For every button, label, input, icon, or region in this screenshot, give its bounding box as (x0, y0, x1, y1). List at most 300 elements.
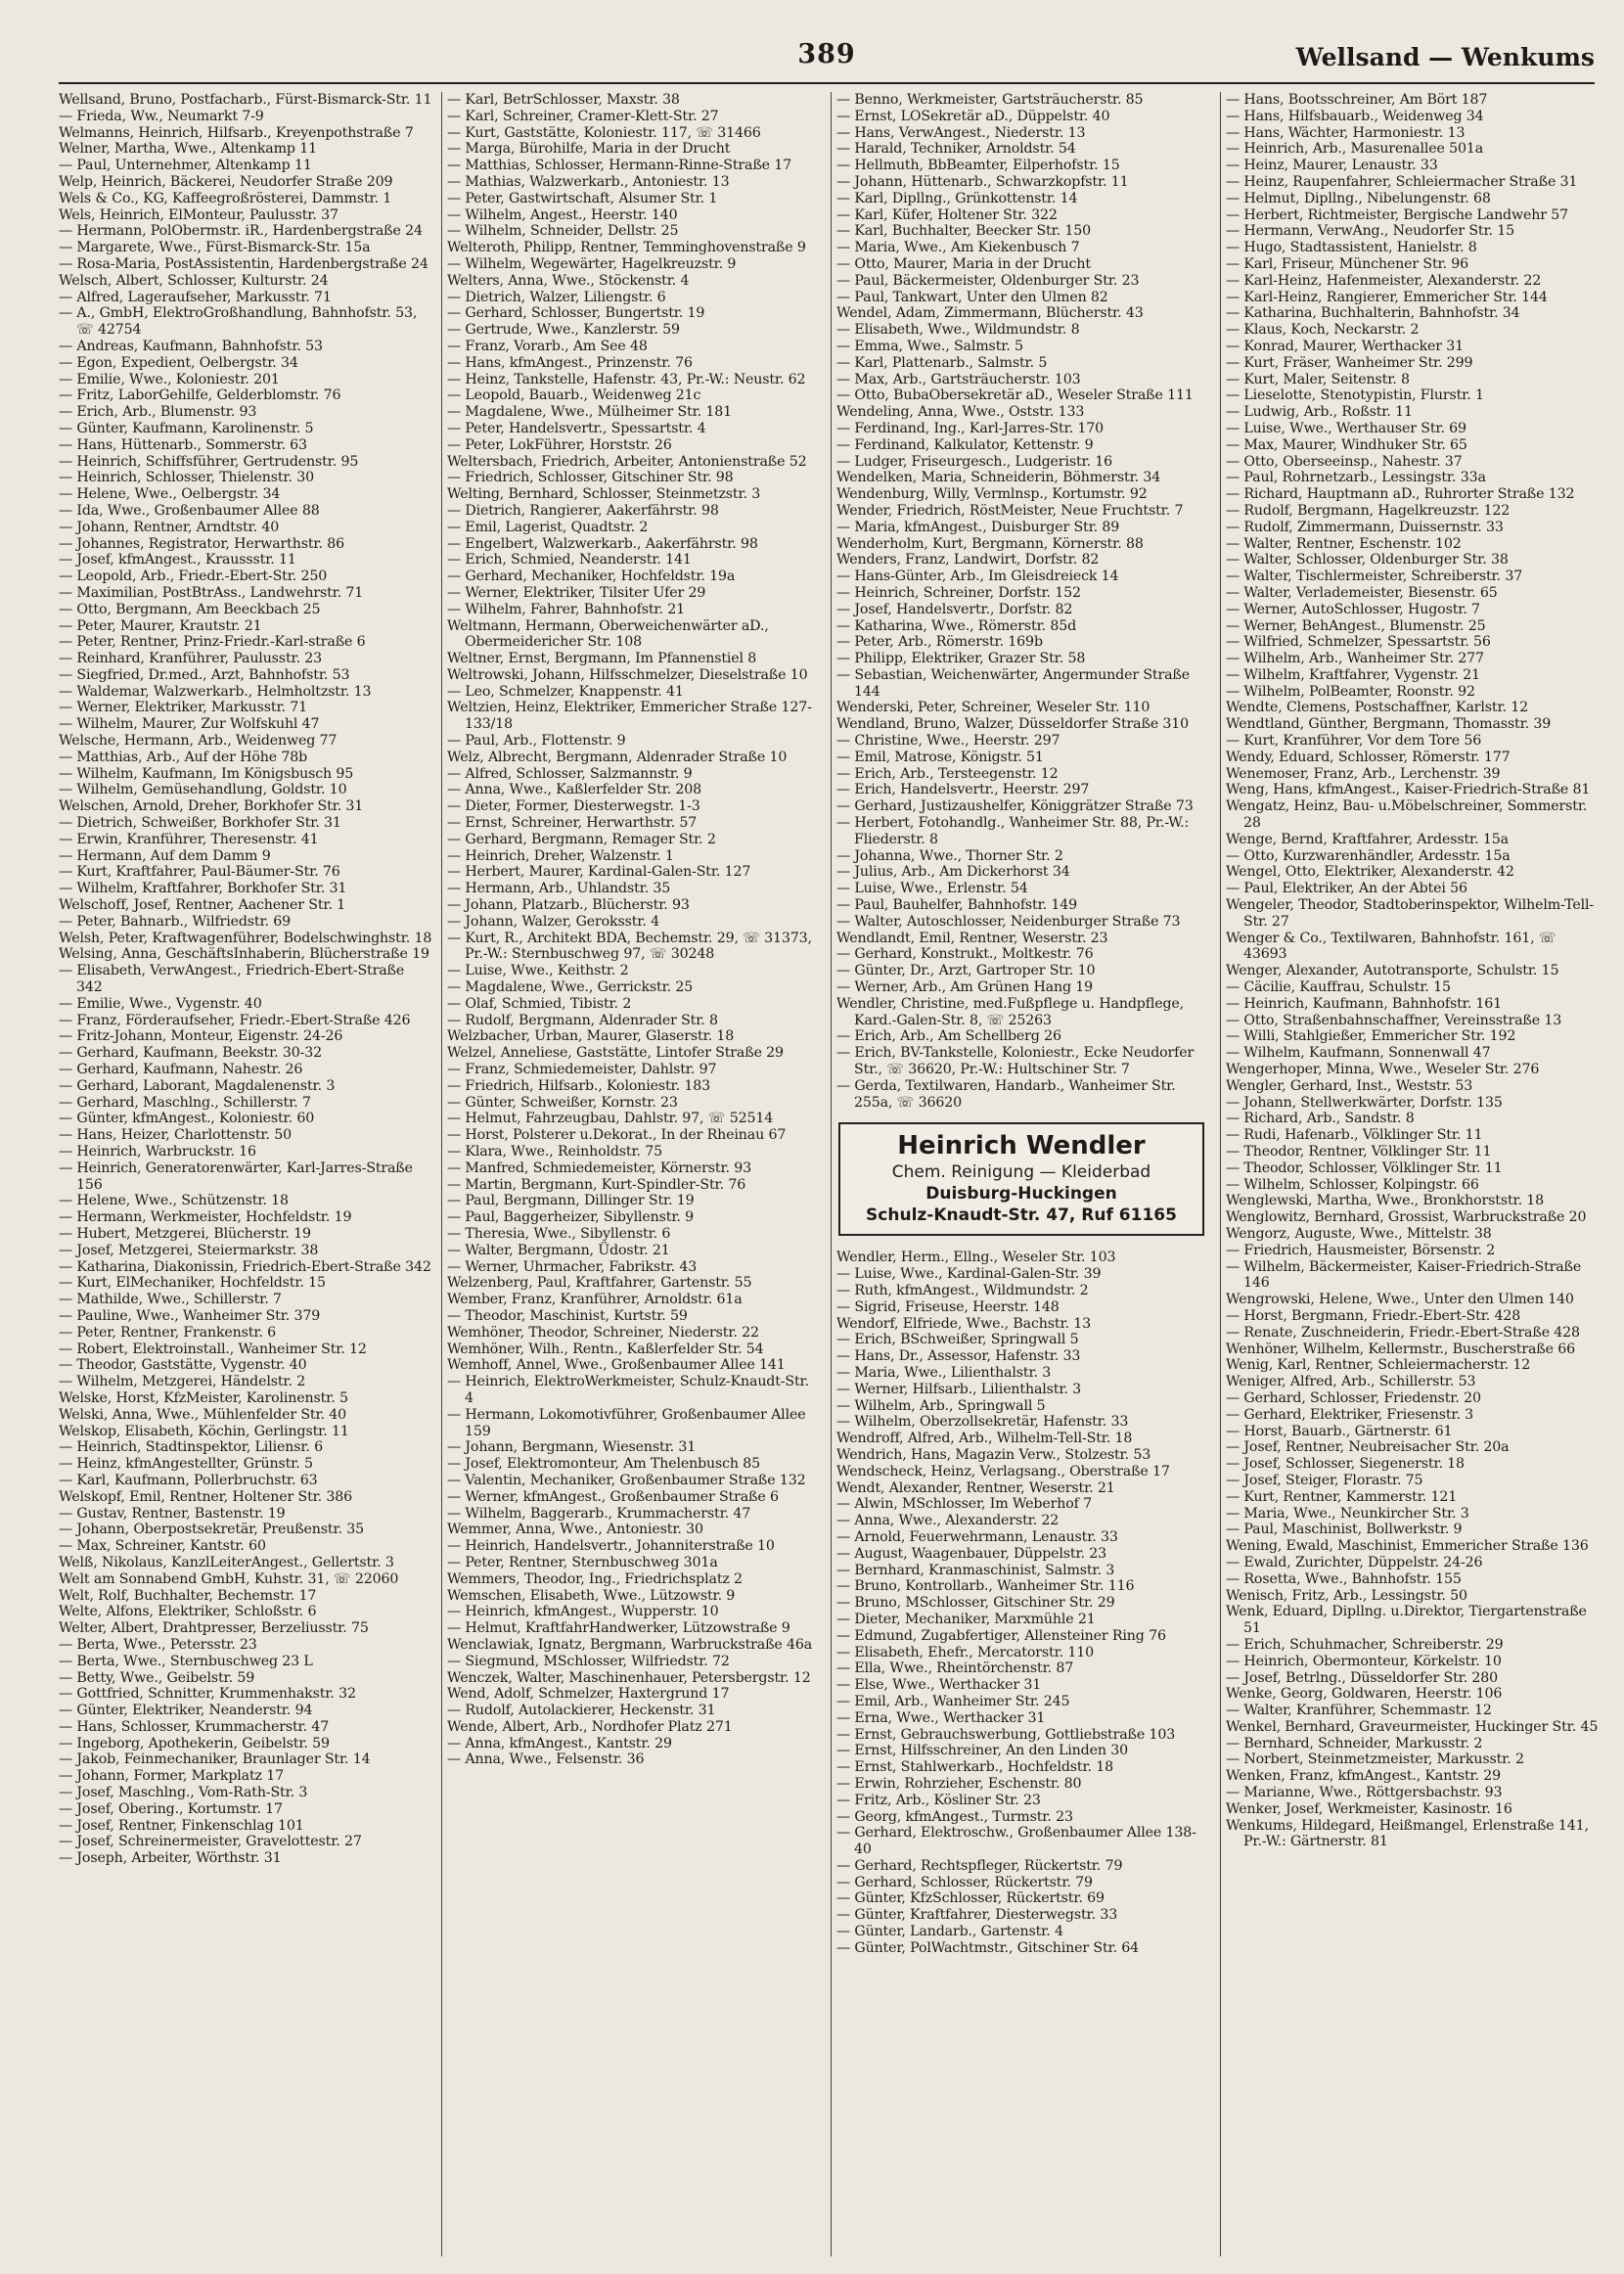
directory-entry: — Gerhard, Elektroschw., Großenbaumer Allee 138-40 (836, 1825, 1196, 1858)
directory-entry: — Hermann, Auf dem Damm 9 (59, 847, 271, 864)
directory-entry: — Werner, AutoSchlosser, Hugostr. 7 (1226, 601, 1480, 617)
directory-entry: — Johann, Rentner, Arndtstr. 40 (59, 519, 280, 535)
directory-entry: Wendrich, Hans, Magazin Verw., Stolzestr. 53 (836, 1446, 1151, 1463)
directory-entry: Wenke, Georg, Goldwaren, Heerstr. 106 (1226, 1686, 1503, 1703)
directory-entry: — Fritz-Johann, Monteur, Eigenstr. 24-26 (59, 1028, 343, 1045)
directory-entry: — Rosetta, Wwe., Bahnhofstr. 155 (1226, 1570, 1462, 1587)
column-2 (447, 92, 821, 2256)
directory-entry: — Rudolf, Bergmann, Hagelkreuzstr. 122 (1226, 502, 1511, 519)
directory-entry: Wels, Heinrich, ElMonteur, Paulusstr. 37 (59, 206, 338, 223)
directory-entry: — Franz, Vorarb., Am See 48 (447, 338, 648, 354)
directory-entry: — Bruno, Kontrollarb., Wanheimer Str. 116 (836, 1578, 1135, 1595)
directory-entry: Welß, Nikolaus, KanzlLeiterAngest., Gellertstr. 3 (59, 1554, 394, 1570)
directory-entry: Wenderski, Peter, Schreiner, Weseler Str. 110 (836, 700, 1150, 716)
directory-entry: — Wilhelm, Arb., Springwall 5 (836, 1397, 1046, 1414)
directory-entry: — Franz, Förderaufseher, Friedr.-Ebert-Straße 426 (59, 1012, 411, 1028)
directory-entry: — Walter, Bergmann, Üdostr. 21 (447, 1242, 670, 1258)
directory-entry: Wendeling, Anna, Wwe., Oststr. 133 (836, 404, 1085, 421)
directory-entry: Wemschen, Elisabeth, Wwe., Lützowstr. 9 (447, 1587, 736, 1604)
directory-entry: — Rudolf, Bergmann, Aldenrader Str. 8 (447, 1012, 718, 1028)
directory-entry: Wellsand, Bruno, Postfacharb., Fürst-Bismarck-Str. 11 (59, 92, 432, 108)
directory-entry: Weltzien, Heinz, Elektriker, Emmericher Straße 127-133/18 (447, 700, 812, 733)
directory-entry: — Gustav, Rentner, Bastenstr. 19 (59, 1505, 286, 1522)
directory-entry: — Dietrich, Rangierer, Aakerfährstr. 98 (447, 502, 719, 519)
directory-entry: — Erna, Wwe., Werthacker 31 (836, 1709, 1046, 1726)
directory-entry: — Gerhard, Schlosser, Friedenstr. 20 (1226, 1389, 1481, 1406)
advertisement-box (838, 1122, 1204, 1236)
directory-entry: — Gerhard, Laborant, Magdalenenstr. 3 (59, 1077, 336, 1094)
directory-entry: — Paul, Tankwart, Unter den Ulmen 82 (836, 289, 1108, 305)
directory-entry: Welsch, Albert, Schlosser, Kulturstr. 24 (59, 272, 329, 289)
directory-entry: — Gerhard, Rechtspfleger, Rückertstr. 79 (836, 1857, 1123, 1874)
directory-entry: — Ruth, kfmAngest., Wildmundstr. 2 (836, 1283, 1089, 1298)
column-4 (1226, 92, 1600, 2256)
directory-entry: — Paul, Arb., Flottenstr. 9 (447, 733, 626, 750)
directory-entry: — Lieselotte, Stenotypistin, Flurstr. 1 (1226, 387, 1484, 404)
directory-entry: — Berta, Wwe., Sternbuschweg 23 L (59, 1653, 313, 1669)
directory-entry: — Manfred, Schmiedemeister, Körnerstr. 93 (447, 1160, 752, 1176)
directory-entry: — Katharina, Buchhalterin, Bahnhofstr. 34 (1226, 305, 1520, 322)
directory-entry: — Karl, Kaufmann, Pollerbruchstr. 63 (59, 1472, 318, 1488)
directory-entry: — Ella, Wwe., Rheintörchenstr. 87 (836, 1660, 1074, 1677)
directory-entry: — Helene, Wwe., Oelbergstr. 34 (59, 486, 281, 503)
directory-entry: — Walter, Autoschlosser, Neidenburger Straße 73 (836, 913, 1181, 930)
directory-entry: — Herbert, Richtmeister, Bergische Landwehr 57 (1226, 206, 1568, 223)
directory-entry: Wengler, Gerhard, Inst., Weststr. 53 (1226, 1077, 1473, 1094)
directory-entry: Wendorf, Elfriede, Wwe., Bachstr. 13 (836, 1315, 1091, 1332)
directory-entry: — Bruno, MSchlosser, Gitschiner Str. 29 (836, 1595, 1115, 1612)
directory-entry: — Christine, Wwe., Heerstr. 297 (836, 733, 1060, 750)
directory-entry: — Walter, Kranführer, Schemmastr. 12 (1226, 1703, 1492, 1719)
directory-entry: Wemhöner, Theodor, Schreiner, Niederstr. 22 (447, 1324, 759, 1341)
directory-entry: — Betty, Wwe., Geibelstr. 59 (59, 1669, 255, 1686)
ad-address: Schulz-Knaudt-Str. 47, Ruf 61165 (866, 1205, 1177, 1226)
directory-entry: — Wilhelm, Schneider, Dellstr. 25 (447, 223, 679, 240)
directory-entry: — Heinz, kfmAngestellter, Grünstr. 5 (59, 1456, 313, 1473)
directory-entry: — Peter, Maurer, Krautstr. 21 (59, 617, 262, 634)
directory-entry: — Andreas, Kaufmann, Bahnhofstr. 53 (59, 338, 323, 354)
directory-entry: — Berta, Wwe., Petersstr. 23 (59, 1636, 257, 1653)
directory-entry: — Elisabeth, VerwAngest., Friedrich-Ebert-Straße 342 (59, 963, 405, 996)
directory-entry: Wendenburg, Willy, Vermlnsp., Kortumstr. 92 (836, 486, 1148, 503)
directory-entry: — Werner, Hilfsarb., Lilienthalstr. 3 (836, 1381, 1082, 1397)
directory-entry: — Heinz, Maurer, Lenaustr. 33 (1226, 158, 1438, 174)
directory-entry: — Max, Schreiner, Kantstr. 60 (59, 1538, 266, 1555)
directory-entry: — Gerhard, Bergmann, Remager Str. 2 (447, 831, 716, 847)
directory-entry: — Ernst, Stahlwerkarb., Hochfeldstr. 18 (836, 1759, 1113, 1776)
directory-entry: Wenglewski, Martha, Wwe., Bronkhorststr. 18 (1226, 1193, 1545, 1209)
directory-entry: Welzbacher, Urban, Maurer, Glaserstr. 18 (447, 1028, 735, 1045)
directory-entry: Wenger & Co., Textilwaren, Bahnhofstr. 161, ☏ 43693 (1226, 930, 1556, 963)
directory-entry: — Rosa-Maria, PostAssistentin, Hardenbergstraße 24 (59, 255, 429, 272)
directory-entry: — Hans, VerwAngest., Niederstr. 13 (836, 124, 1086, 141)
directory-entry: — Hans, Schlosser, Krummacherstr. 47 (59, 1718, 330, 1735)
directory-entry: Wenisch, Fritz, Arb., Lessingstr. 50 (1226, 1587, 1467, 1604)
directory-entry: Weng, Hans, kfmAngest., Kaiser-Friedrich-Straße 81 (1226, 782, 1591, 798)
directory-entry: Wendlandt, Emil, Rentner, Weserstr. 23 (836, 930, 1108, 946)
directory-entry: — Otto, BubaObersekretär aD., Weseler Straße 111 (836, 387, 1194, 404)
directory-entry: — Günter, KfzSchlosser, Rückertstr. 69 (836, 1890, 1105, 1907)
directory-entry: — Paul, Rohrnetzarb., Lessingstr. 33a (1226, 470, 1486, 486)
directory-entry: — Günter, Dr., Arzt, Gartroper Str. 10 (836, 963, 1096, 979)
directory-entry: — Erich, Schmied, Neanderstr. 141 (447, 552, 692, 568)
directory-entry: — Kurt, Kraftfahrer, Paul-Bäumer-Str. 76 (59, 864, 340, 881)
directory-entry: — Horst, Polsterer u.Dekorat., In der Rheinau 67 (447, 1127, 787, 1144)
directory-entry: — Mathias, Walzwerkarb., Antoniestr. 13 (447, 173, 730, 190)
directory-entry: — Ernst, Schreiner, Herwarthstr. 57 (447, 815, 698, 832)
directory-entry: — Josef, kfmAngest., Kraussstr. 11 (59, 552, 296, 568)
page-number: 389 (797, 39, 856, 69)
directory-entry: — Wilhelm, Kraftfahrer, Borkhofer Str. 31 (59, 881, 347, 897)
directory-entry: — Maria, Wwe., Am Kiekenbusch 7 (836, 240, 1080, 256)
directory-entry: — Johanna, Wwe., Thorner Str. 2 (836, 847, 1063, 864)
directory-entry: — Günter, Elektriker, Neanderstr. 94 (59, 1703, 313, 1719)
directory-entry: Wendroff, Alfred, Arb., Wilhelm-Tell-Str. 18 (836, 1431, 1133, 1447)
directory-entry: Wenemoser, Franz, Arb., Lerchenstr. 39 (1226, 765, 1501, 782)
directory-entry: — Wilhelm, Gemüsehandlung, Goldstr. 10 (59, 782, 347, 798)
directory-entry: — Anna, Wwe., Felsenstr. 36 (447, 1751, 645, 1768)
directory-entry: — Wilhelm, Metzgerei, Händelstr. 2 (59, 1374, 306, 1390)
directory-entry: — Edmund, Zugabfertiger, Allensteiner Ring 76 (836, 1627, 1166, 1644)
directory-entry: — Paul, Maschinist, Bollwerkstr. 9 (1226, 1522, 1463, 1538)
directory-entry: — Heinrich, Warbruckstr. 16 (59, 1144, 256, 1160)
directory-entry: — Heinrich, Generatorenwärter, Karl-Jarres-Straße 156 (59, 1160, 413, 1193)
directory-entry: — Ida, Wwe., Großenbaumer Allee 88 (59, 502, 320, 519)
directory-entry: — Wilhelm, PolBeamter, Roonstr. 92 (1226, 683, 1475, 700)
directory-entry: — Josef, Schreinermeister, Gravelottestr. 27 (59, 1834, 362, 1850)
directory-entry: — Heinrich, Obermonteur, Körkelstr. 10 (1226, 1653, 1502, 1669)
directory-entry: — Karl, Friseur, Münchener Str. 96 (1226, 255, 1469, 272)
directory-entry: — Heinrich, Dreher, Walzenstr. 1 (447, 847, 674, 864)
directory-entry: — Kurt, Kranführer, Vor dem Tore 56 (1226, 733, 1482, 750)
directory-entry: Wemhoff, Annel, Wwe., Großenbaumer Allee 141 (447, 1357, 786, 1374)
directory-entry: — Rudolf, Zimmermann, Duissernstr. 33 (1226, 519, 1504, 535)
directory-entry: — Heinz, Tankstelle, Hafenstr. 43, Pr.-W.: Neustr. 62 (447, 371, 806, 387)
directory-entry: — Johannes, Registrator, Herwarthstr. 86 (59, 535, 344, 552)
directory-entry: Weltmann, Hermann, Oberweichenwärter aD., Obermeidericher Str. 108 (447, 617, 769, 651)
directory-entry: — Gerhard, Elektriker, Friesenstr. 3 (1226, 1406, 1474, 1423)
directory-entry: — Jakob, Feinmechaniker, Braunlager Str. 14 (59, 1751, 371, 1768)
directory-entry: — Emil, Arb., Wanheimer Str. 245 (836, 1693, 1070, 1709)
directory-entry: — Heinrich, Schreiner, Dorfstr. 152 (836, 584, 1081, 601)
directory-entry: Welschoff, Josef, Rentner, Aachener Str. 1 (59, 897, 346, 914)
directory-entry: — Heinrich, Schiffsführer, Gertrudenstr. 95 (59, 453, 359, 470)
directory-entry: — Wilhelm, Fahrer, Bahnhofstr. 21 (447, 601, 685, 617)
directory-entry: — Wilhelm, Oberzollsekretär, Hafenstr. 33 (836, 1414, 1129, 1431)
directory-entry: — Max, Arb., Gartsträucherstr. 103 (836, 371, 1081, 387)
directory-entry: — Magdalene, Wwe., Mülheimer Str. 181 (447, 404, 733, 421)
directory-entry: — Cäcilie, Kauffrau, Schulstr. 15 (1226, 979, 1451, 996)
directory-entry: — Johann, Oberpostsekretär, Preußenstr. 35 (59, 1522, 365, 1538)
directory-entry: — Alfred, Lageraufseher, Markusstr. 71 (59, 289, 332, 305)
directory-entry: — Anna, Wwe., Alexanderstr. 22 (836, 1513, 1060, 1529)
directory-entry: — Friedrich, Hausmeister, Börsenstr. 2 (1226, 1242, 1496, 1258)
directory-entry: — Walter, Tischlermeister, Schreiberstr. 37 (1226, 568, 1523, 585)
ad-location: Duisburg-Huckingen (925, 1184, 1117, 1205)
directory-entry: — Gerhard, Konstrukt., Moltkestr. 76 (836, 946, 1094, 963)
directory-entry: — Walter, Rentner, Eschenstr. 102 (1226, 535, 1462, 552)
directory-entry: — Matthias, Schlosser, Hermann-Rinne-Straße 17 (447, 158, 792, 174)
directory-entry: — Karl, Schreiner, Cramer-Klett-Str. 27 (447, 108, 719, 124)
directory-entry: Welteroth, Philipp, Rentner, Temminghovenstraße 9 (447, 240, 806, 256)
directory-entry: — Alfred, Schlosser, Salzmannstr. 9 (447, 765, 693, 782)
directory-entry: Welt, Rolf, Buchhalter, Bechemstr. 17 (59, 1587, 317, 1604)
directory-entry: — Maria, Wwe., Neunkircher Str. 3 (1226, 1505, 1469, 1522)
directory-entry: — Josef, Handelsvertr., Dorfstr. 82 (836, 601, 1073, 617)
directory-entry: — Günter, Landarb., Gartenstr. 4 (836, 1924, 1063, 1940)
directory-entry: Wemmer, Anna, Wwe., Antoniestr. 30 (447, 1522, 703, 1538)
directory-entry: — Ferdinand, Kalkulator, Kettenstr. 9 (836, 436, 1094, 453)
directory-entry: — Theodor, Rentner, Völklinger Str. 11 (1226, 1144, 1492, 1160)
directory-entry: — Rudi, Hafenarb., Völklinger Str. 11 (1226, 1127, 1483, 1144)
directory-entry: — Kurt, ElMechaniker, Hochfeldstr. 15 (59, 1275, 326, 1292)
directory-entry: — Horst, Bergmann, Friedr.-Ebert-Str. 428 (1226, 1307, 1521, 1324)
directory-entry: Welske, Horst, KfzMeister, Karolinenstr. 5 (59, 1389, 348, 1406)
directory-entry: — Peter, Rentner, Frankenstr. 6 (59, 1324, 276, 1341)
directory-entry: Wenkel, Bernhard, Graveurmeister, Huckinger Str. 45 (1226, 1718, 1599, 1735)
directory-entry: — Gottfried, Schnitter, Krummenhakstr. 32 (59, 1686, 356, 1703)
directory-entry: — Wilhelm, Kraftfahrer, Vygenstr. 21 (1226, 666, 1480, 683)
directory-entry: — Kurt, Fräser, Wanheimer Str. 299 (1226, 354, 1473, 371)
directory-entry: — Mathilde, Wwe., Schillerstr. 7 (59, 1292, 282, 1308)
directory-entry: — Heinrich, Schlosser, Thielenstr. 30 (59, 470, 314, 486)
directory-entry: — Konrad, Maurer, Werthacker 31 (1226, 338, 1465, 354)
directory-entry: Wendler, Christine, med.Fußpflege u. Handpflege, Kard.-Galen-Str. 8, ☏ 25263 (836, 995, 1185, 1028)
directory-entry: Welner, Martha, Wwe., Altenkamp 11 (59, 141, 317, 158)
directory-entry: — Anna, Wwe., Kaßlerfelder Str. 208 (447, 782, 702, 798)
directory-entry: — Harald, Techniker, Arnoldstr. 54 (836, 141, 1076, 158)
directory-entry: — Matthias, Arb., Auf der Höhe 78b (59, 749, 308, 765)
directory-entry: — Hermann, PolObermstr. iR., Hardenbergstraße 24 (59, 223, 423, 240)
directory-entry: Welskop, Elisabeth, Köchin, Gerlingstr. 11 (59, 1423, 349, 1439)
directory-entry: Wemhöner, Wilh., Rentn., Kaßlerfelder Str. 54 (447, 1341, 764, 1357)
directory-entry: Wend, Adolf, Schmelzer, Haxtergrund 17 (447, 1686, 730, 1703)
directory-entry: — Leopold, Arb., Friedr.-Ebert-Str. 250 (59, 568, 328, 585)
directory-entry: — Günter, Schweißer, Kornstr. 23 (447, 1094, 678, 1111)
directory-entry: — Josef, Steiger, Florastr. 75 (1226, 1472, 1423, 1488)
directory-entry: — Heinrich, Kaufmann, Bahnhofstr. 161 (1226, 995, 1503, 1012)
directory-entry: Wenhöner, Wilhelm, Kellermstr., Buscherstraße 66 (1226, 1341, 1575, 1357)
directory-entry: — Hans, Dr., Assessor, Hafenstr. 33 (836, 1348, 1081, 1365)
directory-entry: — Ferdinand, Ing., Karl-Jarres-Str. 170 (836, 420, 1104, 436)
directory-entry: — Hans, kfmAngest., Prinzenstr. 76 (447, 354, 693, 371)
directory-entry: — Erich, BV-Tankstelle, Koloniestr., Ecke Neudorfer Str., ☏ 36620, Pr.-W.: Hultschiner Str. 7 (836, 1045, 1195, 1078)
directory-entry: — Walter, Verlademeister, Biesenstr. 65 (1226, 584, 1498, 601)
directory-entry: — Luise, Wwe., Kardinal-Galen-Str. 39 (836, 1266, 1102, 1283)
directory-entry: — Karl, Buchhalter, Beecker Str. 150 (836, 223, 1092, 240)
directory-entry: — Peter, LokFührer, Horststr. 26 (447, 436, 672, 453)
directory-entry: — Emma, Wwe., Salmstr. 5 (836, 338, 1023, 354)
directory-entry: — Helmut, Fahrzeugbau, Dahlstr. 97, ☏ 52514 (447, 1111, 774, 1127)
directory-entry: — Josef, Maschlng., Vom-Rath-Str. 3 (59, 1785, 308, 1801)
directory-entry: — Hans, Hüttenarb., Sommerstr. 63 (59, 436, 307, 453)
directory-entry: Welter, Albert, Drahtpresser, Berzeliusstr. 75 (59, 1620, 369, 1637)
directory-entry: Wels & Co., KG, Kaffeegroßrösterei, Dammstr. 1 (59, 190, 392, 206)
directory-entry: Wemmers, Theodor, Ing., Friedrichsplatz 2 (447, 1570, 743, 1587)
directory-entry: — Otto, Maurer, Maria in der Drucht (836, 255, 1091, 272)
directory-entry: — Julius, Arb., Am Dickerhorst 34 (836, 864, 1070, 881)
directory-entry: — Sigrid, Friseuse, Heerstr. 148 (836, 1298, 1060, 1315)
directory-entry: — Fritz, LaborGehilfe, Gelderblomstr. 76 (59, 387, 341, 404)
directory-entry: — Gerda, Textilwaren, Handarb., Wanheimer Str. 255a, ☏ 36620 (836, 1077, 1176, 1111)
directory-entry: Wenge, Bernd, Kraftfahrer, Ardesstr. 15a (1226, 831, 1509, 847)
directory-entry: — Wilhelm, Angest., Heerstr. 140 (447, 206, 678, 223)
directory-entry: — Martin, Bergmann, Kurt-Spindler-Str. 76 (447, 1176, 746, 1193)
directory-entry: — Dietrich, Schweißer, Borkhofer Str. 31 (59, 815, 341, 832)
directory-entry: — Hermann, Arb., Uhlandstr. 35 (447, 881, 671, 897)
directory-entry: — Josef, Obering., Kortumstr. 17 (59, 1800, 283, 1817)
ad-services: Chem. Reinigung — Kleiderbad (891, 1162, 1151, 1183)
directory-entry: — Peter, Arb., Römerstr. 169b (836, 634, 1043, 651)
directory-entry: — Werner, Elektriker, Tilsiter Ufer 29 (447, 584, 706, 601)
directory-entry: — Hans, Hilfsbauarb., Weidenweg 34 (1226, 108, 1484, 124)
directory-entry: — Reinhard, Kranführer, Paulusstr. 23 (59, 651, 323, 667)
directory-entry: — Leopold, Bauarb., Weidenweg 21c (447, 387, 701, 404)
directory-entry: — Hubert, Metzgerei, Blücherstr. 19 (59, 1225, 311, 1242)
directory-entry: — Kurt, Maler, Seitenstr. 8 (1226, 371, 1410, 387)
directory-columns (59, 92, 1599, 2256)
directory-entry: Wendy, Eduard, Schlosser, Römerstr. 177 (1226, 749, 1511, 765)
directory-entry: Welte, Alfons, Elektriker, Schloßstr. 6 (59, 1604, 317, 1620)
directory-entry: — Pauline, Wwe., Wanheimer Str. 379 (59, 1307, 321, 1324)
directory-entry: — Ernst, LOSekretär aD., Düppelstr. 40 (836, 108, 1110, 124)
directory-entry: — Otto, Bergmann, Am Beeckbach 25 (59, 601, 321, 617)
running-head: Wellsand — Wenkums (1295, 43, 1595, 71)
directory-entry: — Peter, Bahnarb., Wilfriedstr. 69 (59, 913, 291, 930)
directory-entry: — Johann, Stellwerkwärter, Dorfstr. 135 (1226, 1094, 1503, 1111)
directory-entry: — Wilhelm, Kaufmann, Im Königsbusch 95 (59, 765, 354, 782)
directory-entry: — Anna, kfmAngest., Kantstr. 29 (447, 1735, 672, 1751)
directory-entry: — Bernhard, Kranmaschinist, Salmstr. 3 (836, 1562, 1115, 1578)
directory-entry: — Johann, Platzarb., Blücherstr. 93 (447, 897, 690, 914)
directory-entry: — Theodor, Schlosser, Völklinger Str. 11 (1226, 1160, 1503, 1176)
directory-entry: Wenglowitz, Bernhard, Grossist, Warbruckstraße 20 (1226, 1209, 1587, 1226)
directory-entry: — Hans, Wächter, Harmoniestr. 13 (1226, 124, 1466, 141)
directory-entry: — Wilhelm, Schlosser, Kolpingstr. 66 (1226, 1176, 1479, 1193)
directory-entry: — Hans, Heizer, Charlottenstr. 50 (59, 1127, 292, 1144)
directory-entry: — Erich, Arb., Am Schellberg 26 (836, 1028, 1061, 1045)
directory-entry: Wengrowski, Helene, Wwe., Unter den Ulmen 140 (1226, 1292, 1574, 1308)
directory-entry: — Peter, Rentner, Sternbuschweg 301a (447, 1554, 718, 1570)
directory-entry: Welmanns, Heinrich, Hilfsarb., Kreyenpothstraße 7 (59, 124, 414, 141)
directory-entry: — Philipp, Elektriker, Grazer Str. 58 (836, 651, 1086, 667)
directory-entry: — Karl, Plattenarb., Salmstr. 5 (836, 354, 1048, 371)
directory-entry: — Kurt, Gaststätte, Koloniestr. 117, ☏ 31466 (447, 124, 761, 141)
directory-entry: — Erich, Schuhmacher, Schreiberstr. 29 (1226, 1636, 1504, 1653)
directory-entry: — Arnold, Feuerwehrmann, Lenaustr. 33 (836, 1528, 1118, 1545)
directory-entry: Wendelken, Maria, Schneiderin, Böhmerstr. 34 (836, 470, 1161, 486)
directory-entry: Wengeler, Theodor, Stadtoberinspektor, Wilhelm-Tell-Str. 27 (1226, 897, 1595, 930)
directory-entry: — Hermann, Lokomotivführer, Großenbaumer Allee 159 (447, 1406, 806, 1439)
directory-entry: — Hermann, Werkmeister, Hochfeldstr. 19 (59, 1209, 352, 1226)
directory-entry: Wenderholm, Kurt, Bergmann, Körnerstr. 88 (836, 535, 1144, 552)
column-1 (59, 92, 432, 2256)
directory-entry: Wendel, Adam, Zimmermann, Blücherstr. 43 (836, 305, 1144, 322)
directory-entry: Weltner, Ernst, Bergmann, Im Pfannenstiel 8 (447, 651, 757, 667)
directory-entry: Welsh, Peter, Kraftwagenführer, Bodelschwinghstr. 18 (59, 930, 432, 946)
directory-entry: — Gerhard, Justizaushelfer, Königgrätzer Straße 73 (836, 798, 1194, 815)
directory-entry: — Gerhard, Mechaniker, Hochfeldstr. 19a (447, 568, 736, 585)
directory-entry: — Ewald, Zurichter, Düppelstr. 24-26 (1226, 1554, 1483, 1570)
directory-entry: — Emil, Lagerist, Quadtstr. 2 (447, 519, 649, 535)
directory-entry: Wendte, Clemens, Postschaffner, Karlstr. 12 (1226, 700, 1529, 716)
directory-entry: — Kurt, R., Architekt BDA, Bechemstr. 29, ☏ 31373, Pr.-W.: Sternbuschweg 97, ☏ 30248 (447, 930, 812, 963)
directory-entry: — Maximilian, PostBtrAss., Landwehrstr. 71 (59, 584, 364, 601)
directory-entry: — Ingeborg, Apothekerin, Geibelstr. 59 (59, 1735, 330, 1751)
directory-entry: — Emil, Matrose, Königstr. 51 (836, 749, 1044, 765)
directory-entry: — Helene, Wwe., Schützenstr. 18 (59, 1193, 289, 1209)
directory-entry: — Wilhelm, Maurer, Zur Wolfskuhl 47 (59, 716, 320, 733)
directory-entry: — Wilhelm, Wegewärter, Hagelkreuzstr. 9 (447, 255, 737, 272)
directory-entry: — Luise, Wwe., Keithstr. 2 (447, 963, 629, 979)
directory-entry: Weltrowski, Johann, Hilfsschmelzer, Dieselstraße 10 (447, 666, 808, 683)
directory-entry: — Ludwig, Arb., Roßstr. 11 (1226, 404, 1413, 421)
directory-entry: — Emilie, Wwe., Vygenstr. 40 (59, 995, 262, 1012)
directory-entry: — Walter, Schlosser, Oldenburger Str. 38 (1226, 552, 1509, 568)
directory-entry: — Wilhelm, Baggerarb., Krummacherstr. 47 (447, 1505, 751, 1522)
directory-entry: — Günter, PolWachtmstr., Gitschiner Str. 64 (836, 1939, 1140, 1956)
directory-entry: — Gertrude, Wwe., Kanzlerstr. 59 (447, 322, 680, 339)
directory-entry: Wenkums, Hildegard, Heißmangel, Erlenstraße 141, Pr.-W.: Gärtnerstr. 81 (1226, 1817, 1589, 1850)
directory-entry: — Günter, kfmAngest., Koloniestr. 60 (59, 1111, 315, 1127)
directory-entry: — Erwin, Rohrzieher, Eschenstr. 80 (836, 1775, 1082, 1792)
directory-entry: — Siegfried, Dr.med., Arzt, Bahnhofstr. 53 (59, 666, 350, 683)
directory-entry: — Erich, Arb., Blumenstr. 93 (59, 404, 257, 421)
directory-entry: Wender, Friedrich, RöstMeister, Neue Fruchtstr. 7 (836, 502, 1184, 519)
directory-entry: Welsche, Hermann, Arb., Weidenweg 77 (59, 733, 338, 750)
directory-entry: Wendt, Alexander, Rentner, Weserstr. 21 (836, 1479, 1115, 1496)
directory-entry: — Heinrich, Stadtinspektor, Liliensr. 6 (59, 1439, 324, 1456)
directory-entry: — Karl, Küfer, Holtener Str. 322 (836, 206, 1058, 223)
directory-entry: — Fritz, Arb., Kösliner Str. 23 (836, 1792, 1041, 1808)
directory-entry: — Werner, Elektriker, Markusstr. 71 (59, 700, 308, 716)
directory-entry: — Erich, BSchweißer, Springwall 5 (836, 1332, 1079, 1348)
directory-entry: — Günter, Kraftfahrer, Diesterwegstr. 33 (836, 1907, 1118, 1924)
directory-entry: — Herbert, Fotohandlg., Wanheimer Str. 88, Pr.-W.: Fliederstr. 8 (836, 815, 1190, 847)
directory-entry: — Josef, Elektromonteur, Am Thelenbusch 85 (447, 1456, 761, 1473)
directory-entry: — A., GmbH, ElektroGroßhandlung, Bahnhofstr. 53, ☏ 42754 (59, 305, 418, 339)
directory-entry: — Valentin, Mechaniker, Großenbaumer Straße 132 (447, 1472, 806, 1488)
directory-entry: Wengatz, Heinz, Bau- u.Möbelschreiner, Sommerstr. 28 (1226, 798, 1588, 832)
directory-entry: Wenger, Alexander, Autotransporte, Schulstr. 15 (1226, 963, 1559, 979)
directory-entry: — Wilhelm, Kaufmann, Sonnenwall 47 (1226, 1045, 1491, 1062)
directory-entry: — Herbert, Maurer, Kardinal-Galen-Str. 127 (447, 864, 751, 881)
ad-company-name: Heinrich Wendler (897, 1131, 1146, 1161)
directory-entry: — Hans-Günter, Arb., Im Gleisdreieck 14 (836, 568, 1119, 585)
directory-entry: — Renate, Zuschneiderin, Friedr.-Ebert-Straße 428 (1226, 1324, 1580, 1341)
directory-entry: Welp, Heinrich, Bäckerei, Neudorfer Straße 209 (59, 173, 393, 190)
directory-entry: — Hellmuth, BbBeamter, Eilperhofstr. 15 (836, 158, 1120, 174)
directory-entry: Wenig, Karl, Rentner, Schleiermacherstr. 12 (1226, 1357, 1531, 1374)
directory-entry: — Margarete, Wwe., Fürst-Bismarck-Str. 15a (59, 240, 371, 256)
directory-entry: — Friedrich, Schlosser, Gitschiner Str. 98 (447, 470, 734, 486)
directory-entry: — Robert, Elektroinstall., Wanheimer Str. 12 (59, 1341, 367, 1357)
directory-entry: — Otto, Oberseeinsp., Nahestr. 37 (1226, 453, 1463, 470)
directory-entry: — Elisabeth, Ehefr., Mercatorstr. 110 (836, 1644, 1094, 1660)
directory-entry: — Gerhard, Schlosser, Bungertstr. 19 (447, 305, 705, 322)
directory-entry: — Hermann, VerwAng., Neudorfer Str. 15 (1226, 223, 1515, 240)
directory-entry: — Paul, Unternehmer, Altenkamp 11 (59, 158, 312, 174)
directory-entry: — Paul, Bäckermeister, Oldenburger Str. 23 (836, 272, 1140, 289)
directory-entry: Wendtland, Günther, Bergmann, Thomasstr. 39 (1226, 716, 1552, 733)
directory-entry: Wenken, Franz, kfmAngest., Kantstr. 29 (1226, 1768, 1501, 1785)
directory-entry: — Wilfried, Schmelzer, Spessartstr. 56 (1226, 634, 1491, 651)
directory-entry: Welski, Anna, Wwe., Mühlenfelder Str. 40 (59, 1406, 346, 1423)
directory-entry: Welschen, Arnold, Dreher, Borkhofer Str. 31 (59, 798, 364, 815)
directory-entry: — Egon, Expedient, Oelbergstr. 34 (59, 354, 298, 371)
directory-entry: — Dieter, Mechaniker, Marxmühle 21 (836, 1611, 1096, 1627)
directory-entry: — Willi, Stahlgießer, Emmericher Str. 192 (1226, 1028, 1516, 1045)
